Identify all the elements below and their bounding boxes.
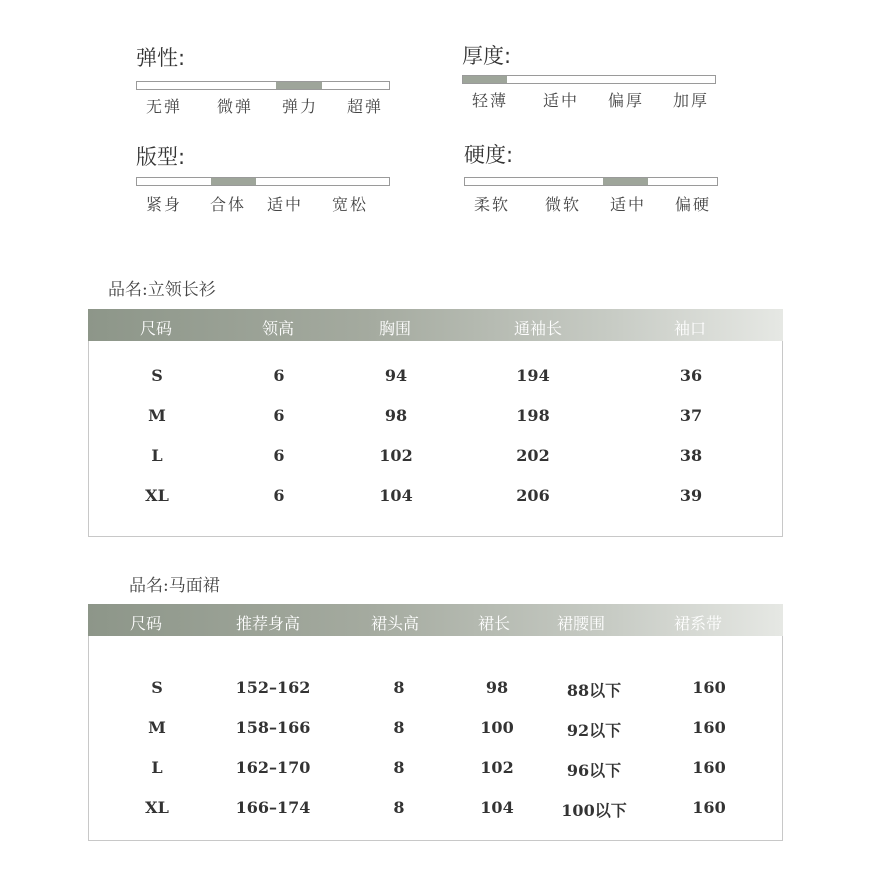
table-cell: 162–170	[235, 758, 311, 777]
thickness-bar	[462, 75, 716, 84]
table-cell: 104	[480, 798, 514, 817]
table-cell: 206	[516, 486, 550, 505]
elasticity-option: 弹力	[281, 97, 319, 116]
table-cell: 8	[393, 718, 405, 737]
product1-size-table	[88, 309, 783, 537]
product2-size-table	[88, 604, 783, 841]
column-header: 推荐身高	[235, 614, 301, 633]
hardness-scale	[464, 139, 724, 214]
hardness-option: 微软	[544, 195, 582, 214]
fit-scale	[136, 141, 396, 216]
table-cell: S	[151, 678, 163, 697]
elasticity-option: 无弹	[145, 97, 183, 116]
table-cell: 166–174	[235, 798, 311, 817]
table-cell: 160	[692, 678, 726, 697]
table-cell: XL	[145, 798, 169, 817]
product1-table-header	[88, 309, 783, 341]
column-header: 袖口	[673, 319, 707, 338]
table-cell: 98	[384, 406, 408, 425]
table-cell: 100	[480, 718, 514, 737]
column-header: 尺码	[129, 614, 163, 633]
table-cell: 94	[384, 366, 408, 385]
table-cell: 6	[273, 446, 285, 465]
table-cell: 160	[692, 718, 726, 737]
fit-option: 合体	[209, 195, 247, 214]
column-header: 领高	[261, 319, 295, 338]
column-header: 裙长	[477, 614, 511, 633]
fit-bar	[136, 177, 390, 186]
product2-table-header	[88, 604, 783, 636]
product2-name: 品名:马面裙	[129, 576, 220, 596]
table-cell: 6	[273, 486, 285, 505]
table-cell: 160	[692, 798, 726, 817]
table-cell: 39	[679, 486, 703, 505]
elasticity-fill	[276, 82, 322, 89]
table-cell: 8	[393, 798, 405, 817]
elasticity-option: 微弹	[216, 97, 254, 116]
thickness-title: 厚度:	[462, 44, 512, 68]
thickness-option: 加厚	[672, 91, 710, 110]
table-cell: 202	[516, 446, 550, 465]
table-cell: 160	[692, 758, 726, 777]
fit-fill	[211, 178, 256, 185]
thickness-option: 轻薄	[471, 91, 509, 110]
hardness-option: 适中	[609, 195, 647, 214]
thickness-fill	[463, 76, 507, 83]
elasticity-title: 弹性:	[136, 46, 186, 70]
fit-option: 宽松	[331, 195, 369, 214]
table-cell: S	[151, 366, 163, 385]
fit-title: 版型:	[136, 145, 186, 169]
table-cell: 38	[679, 446, 703, 465]
table-cell: 36	[679, 366, 703, 385]
elasticity-scale	[136, 42, 396, 117]
elasticity-bar	[136, 81, 390, 90]
table-cell: 37	[679, 406, 703, 425]
hardness-fill	[603, 178, 648, 185]
table-cell: 198	[516, 406, 550, 425]
thickness-scale	[462, 40, 722, 115]
table-cell: 6	[273, 366, 285, 385]
column-header: 胸围	[378, 319, 412, 338]
table-cell: 88以下	[566, 681, 622, 700]
table-cell: M	[148, 718, 166, 737]
table-cell: 102	[379, 446, 413, 465]
fit-option: 适中	[266, 195, 304, 214]
table-cell: 96以下	[566, 761, 622, 780]
table-cell: M	[148, 406, 166, 425]
table-cell: L	[151, 758, 163, 777]
hardness-title: 硬度:	[464, 143, 514, 167]
fit-option: 紧身	[145, 195, 183, 214]
table-cell: 104	[379, 486, 413, 505]
table-cell: 158–166	[235, 718, 311, 737]
thickness-option: 适中	[542, 91, 580, 110]
table-cell: XL	[145, 486, 169, 505]
thickness-option: 偏厚	[607, 91, 645, 110]
table-cell: 98	[485, 678, 509, 697]
column-header: 裙系带	[673, 614, 723, 633]
hardness-option: 柔软	[473, 195, 511, 214]
column-header: 裙头高	[370, 614, 420, 633]
column-header: 通袖长	[513, 319, 563, 338]
table-cell: 8	[393, 678, 405, 697]
column-header: 尺码	[139, 319, 173, 338]
table-cell: 92以下	[566, 721, 622, 740]
table-cell: 194	[516, 366, 550, 385]
table-cell: 6	[273, 406, 285, 425]
hardness-bar	[464, 177, 718, 186]
table-cell: 100以下	[561, 801, 627, 820]
table-cell: 8	[393, 758, 405, 777]
hardness-option: 偏硬	[674, 195, 712, 214]
table-cell: L	[151, 446, 163, 465]
table-cell: 152–162	[235, 678, 311, 697]
table-cell: 102	[480, 758, 514, 777]
column-header: 裙腰围	[556, 614, 606, 633]
elasticity-option: 超弹	[346, 97, 384, 116]
product1-name: 品名:立领长衫	[108, 280, 216, 300]
